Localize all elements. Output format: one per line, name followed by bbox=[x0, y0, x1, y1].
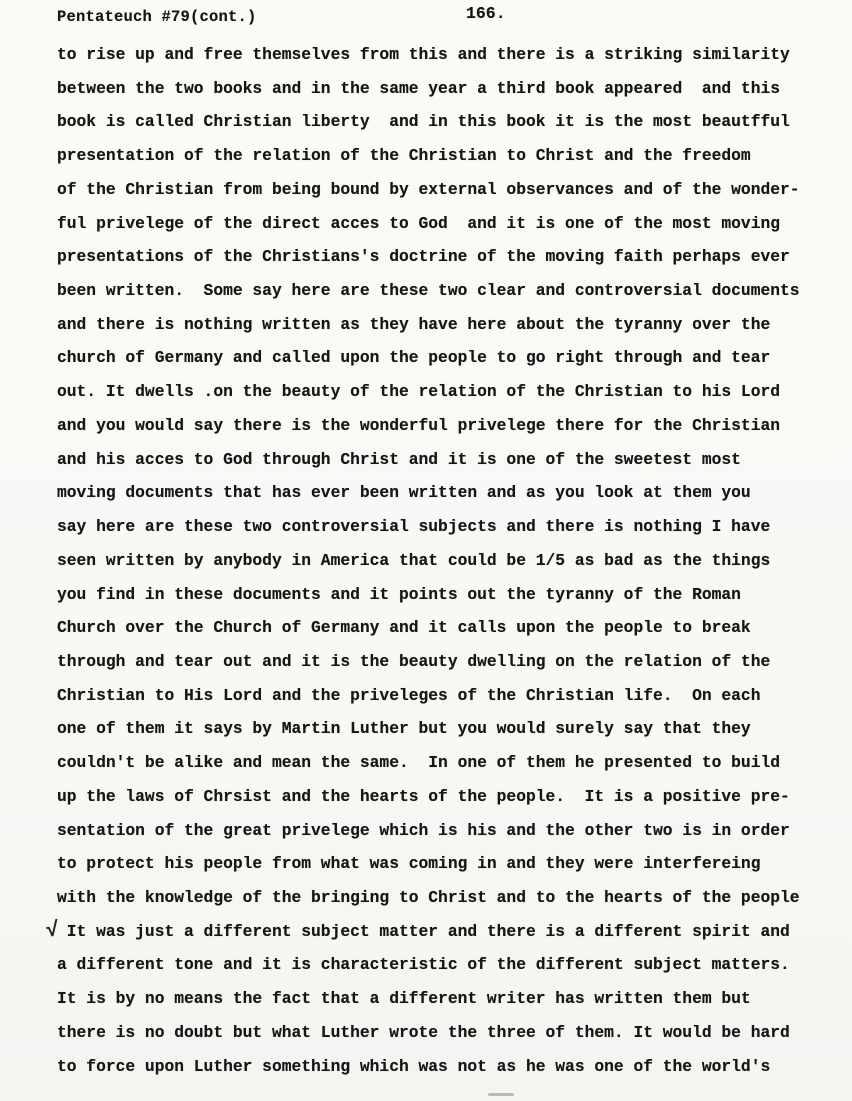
scan-artifact bbox=[488, 1093, 514, 1096]
text-line: with the knowledge of the bringing to Christ and to the hearts of the people bbox=[57, 887, 800, 907]
text-line: Church over the Church of Germany and it calls upon the people to break bbox=[57, 618, 751, 638]
text-line: couldn't be alike and mean the same. In one of them he presented to build bbox=[57, 753, 781, 773]
text-line: Christian to His Lord and the priveleges of the Christian life. On each bbox=[57, 685, 761, 705]
text-line: ful privelege of the direct acces to God and it is one of the most moving bbox=[57, 213, 781, 233]
text-line: and you would say there is the wonderful privelege there for the Christian bbox=[57, 415, 781, 435]
text-line: up the laws of Chrsist and the hearts of the people. It is a positive pre- bbox=[57, 786, 790, 806]
text-line: book is called Christian liberty and in this book it is the most beautfful bbox=[57, 112, 790, 132]
text-line: to rise up and free themselves from this and there is a striking similarity bbox=[57, 45, 790, 64]
text-line: presentation of the relation of the Christian to Christ and the freedom bbox=[57, 146, 751, 166]
text-line: and his acces to God through Christ and it is one of the sweetest most bbox=[57, 449, 741, 469]
text-line: It is by no means the fact that a different writer has written them but bbox=[57, 989, 751, 1009]
text-line: presentations of the Christians's doctrine of the moving faith perhaps ever bbox=[57, 247, 790, 267]
text-line: a different tone and it is characteristic of the different subject matters. bbox=[57, 955, 790, 975]
text-line: seen written by anybody in America that could be 1/5 as bad as the things bbox=[57, 550, 771, 570]
text-line: of the Christian from being bound by external observances and of the wonder- bbox=[57, 179, 800, 199]
text-line: and there is nothing written as they have here about the tyranny over the bbox=[57, 314, 771, 334]
text-line: there is no doubt but what Luther wrote the three of them. It would be hard bbox=[57, 1022, 790, 1042]
text-line: It was just a different subject matter and there is a different spirit and bbox=[57, 921, 790, 941]
text-line: to force upon Luther something which was not as he was one of the world's bbox=[57, 1056, 771, 1076]
text-line: been written. Some say here are these two clear and controversial documents bbox=[57, 281, 800, 301]
body-lines bbox=[57, 38, 829, 1083]
checkmark-margin-annotation: √ bbox=[45, 919, 60, 944]
page-number: 166. bbox=[466, 4, 506, 23]
text-line: to protect his people from what was coming in and they were interfereing bbox=[57, 854, 761, 874]
text-line: say here are these two controversial subjects and there is nothing I have bbox=[57, 517, 771, 537]
document-header-title: Pentateuch #79(cont.) bbox=[57, 8, 257, 26]
text-line: through and tear out and it is the beauty dwelling on the relation of the bbox=[57, 651, 771, 671]
text-line: out. It dwells .on the beauty of the relation of the Christian to his Lord bbox=[57, 382, 781, 402]
text-line: moving documents that has ever been written and as you look at them you bbox=[57, 483, 751, 503]
text-line: church of Germany and called upon the people to go right through and tear bbox=[57, 348, 771, 368]
text-line: between the two books and in the same year a third book appeared and this bbox=[57, 78, 781, 98]
text-line: you find in these documents and it points out the tyranny of the Roman bbox=[57, 584, 741, 604]
text-line: one of them it says by Martin Luther but you would surely say that they bbox=[57, 719, 751, 739]
text-line: sentation of the great privelege which is his and the other two is in order bbox=[57, 820, 790, 840]
